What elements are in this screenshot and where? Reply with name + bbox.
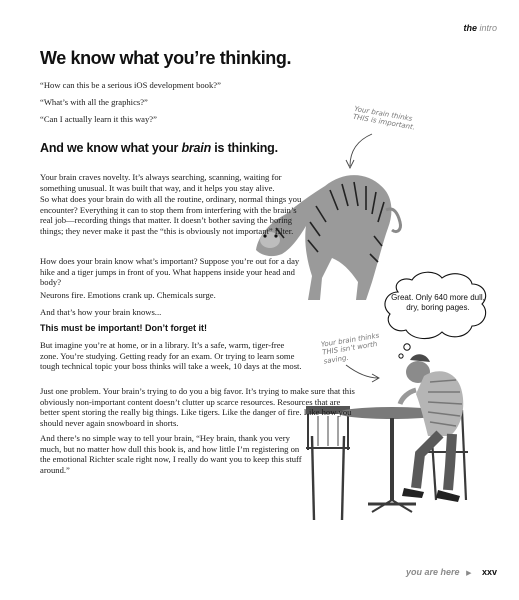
paragraph-neurons: Neurons fire. Emotions crank up. Chemicals surge. bbox=[40, 290, 216, 300]
sub-heading bbox=[40, 141, 278, 155]
thought-bubble-text: Great. Only 640 more dull, dry, boring pages. bbox=[391, 293, 485, 313]
student-note-arrow bbox=[346, 365, 378, 378]
running-head-light: intro bbox=[479, 23, 497, 33]
question-1: “How can this be a serious iOS development book?” bbox=[40, 80, 221, 90]
student-illustration bbox=[306, 354, 468, 520]
sub-heading-italic: brain bbox=[181, 141, 212, 155]
tiger-note-text: Your brain thinks THIS is important. bbox=[352, 104, 416, 132]
page-number: xxv bbox=[481, 567, 497, 577]
question-2: “What’s with all the graphics?” bbox=[40, 97, 148, 107]
paragraph-library: But imagine you’re at home, or in a library. It’s a safe, warm, tiger-free zone. You’re studying. Getting ready for an exam. Or trying to learn some tough technical topic your boss thinks will take a week, 10 days at the most. bbox=[40, 340, 302, 372]
student-note-text: Your brain thinks THIS isn’t worth saving. bbox=[320, 331, 380, 366]
paragraph-routine: So what does your brain do with all the routine, ordinary, normal things you encounter? Everything it can to stop them from interfering with the brain’s real job—recording things that matter. It doesn’t bother saving the boring things; they never make it past the “this is obviously not important” filter. bbox=[40, 194, 302, 236]
running-head bbox=[463, 23, 497, 33]
emphasis-line: This must be important! Don’t forget it! bbox=[40, 323, 207, 333]
main-heading: We know what you’re thinking. bbox=[40, 48, 292, 68]
paragraph-favor: Just one problem. Your brain’s trying to do you a big favor. It’s trying to make sure that this obviously non-important content doesn’t clutter up scarce resources. Resources that are better spent storing the really big things. Like tigers. Like the danger of fire. Like how you should never again snowboard in shorts. bbox=[40, 386, 355, 428]
sub-heading-prefix: And we know what your bbox=[40, 141, 182, 155]
paragraph-novelty: Your brain craves novelty. It’s always searching, scanning, waiting for something unusual. It was built that way, and it helps you stay alive. bbox=[40, 172, 282, 193]
triangle-right-icon: ▶ bbox=[466, 570, 472, 577]
thought-bubble-shape bbox=[385, 272, 486, 358]
footer-label: you are here bbox=[406, 567, 460, 577]
paragraph-tell-brain: And there’s no simple way to tell your brain, “Hey brain, thank you very much, but no matter how dull this book is, and how little I’m registering on the emotional Richter scale right now, I really do want you to keep this stuff around.” bbox=[40, 433, 302, 475]
paragraph-brain-knows: And that’s how your brain knows... bbox=[40, 307, 162, 317]
paragraph-tiger-hike: How does your brain know what’s important? Suppose you’re out for a day hike and a tiger jumps in front of you. What happens inside your head and body? bbox=[40, 256, 300, 288]
running-head-bold: the bbox=[463, 23, 477, 33]
page-footer bbox=[406, 567, 497, 577]
sub-heading-suffix: is thinking. bbox=[211, 141, 278, 155]
question-3: “Can I actually learn it this way?” bbox=[40, 114, 157, 124]
